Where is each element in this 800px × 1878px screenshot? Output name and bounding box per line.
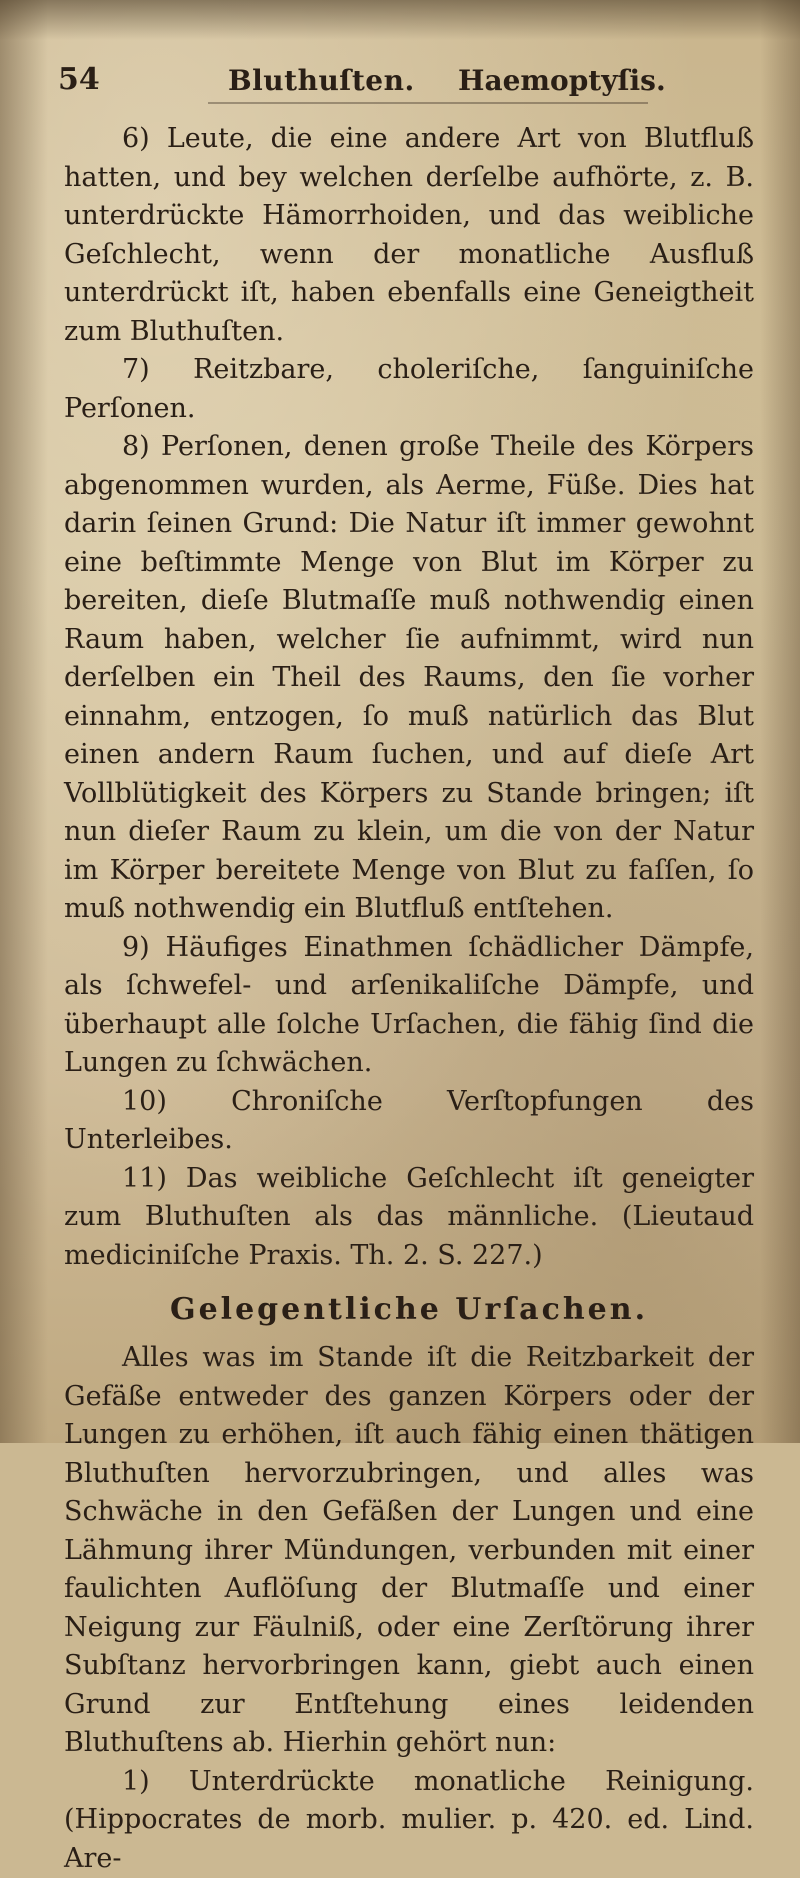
- page-shadow-top: [0, 0, 800, 40]
- paragraph-6: 6) Leute, die eine andere Art von Blutfluß hatten, und bey welchen derſelbe aufhörte, z. B. unterdrückte Hämorrhoiden, und das weibliche Geſchlecht, wenn der monatliche Ausfluß unterdrückt iſt, haben ebenfalls eine Geneigtheit zum Bluthuſten.: [64, 120, 754, 351]
- header-rule: [208, 102, 648, 104]
- running-head: Bluthuſten.: [228, 64, 415, 97]
- paragraph-11: 11) Das weibliche Geſchlecht iſt geneigter zum Bluthuſten als das männliche. (Lieutaud mediciniſche Praxis. Th. 2. S. 227.): [64, 1160, 754, 1276]
- section-heading: Gelegentliche Urſachen.: [64, 1287, 754, 1333]
- page-header: [58, 62, 758, 102]
- section-paragraph-1: 1) Unterdrückte monatliche Reinigung. (Hippocrates de morb. mulier. p. 420. ed. Lind. Are-: [64, 1763, 754, 1878]
- paragraph-7: 7) Reitzbare, choleriſche, ſanguiniſche Perſonen.: [64, 351, 754, 428]
- running-head-latin: Haemoptyſis.: [458, 64, 666, 97]
- section-paragraph: Alles was im Stande iſt die Reitzbarkeit der Gefäße entweder des ganzen Körpers oder der Lungen zu erhöhen, iſt auch fähig einen thätigen Bluthuſten hervorzubringen, und alles was Schwäche in den Gefäßen der Lungen und eine Lähmung ihrer Mündungen, verbunden mit einer faulichten Auflöſung der Blutmaſſe und einer Neigung zur Fäulniß, oder eine Zerſtörung ihrer Subſtanz hervorbringen kann, giebt auch einen Grund zur Entſtehung eines leidenden Bluthuſtens ab. Hierhin gehört nun:: [64, 1339, 754, 1763]
- page-shadow-right: [760, 0, 800, 1443]
- page-shadow-left: [0, 0, 48, 1443]
- body-text: [64, 120, 754, 1878]
- paragraph-9: 9) Häufiges Einathmen ſchädlicher Dämpfe, als ſchwefel- und arſenikaliſche Dämpfe, und überhaupt alle ſolche Urſachen, die fähig ſind die Lungen zu ſchwächen.: [64, 929, 754, 1083]
- paragraph-10: 10) Chroniſche Verſtopfungen des Unterleibes.: [64, 1083, 754, 1160]
- paragraph-8: 8) Perſonen, denen große Theile des Körpers abgenommen wurden, als Aerme, Füße. Dies hat darin ſeinen Grund: Die Natur iſt immer gewohnt eine beſtimmte Menge von Blut im Körper zu bereiten, dieſe Blutmaſſe muß nothwendig einen Raum haben, welcher ſie aufnimmt, wird nun derſelben ein Theil des Raums, den ſie vorher einnahm, entzogen, ſo muß natürlich das Blut einen andern Raum ſuchen, und auf dieſe Art Vollblütigkeit des Körpers zu Stande bringen; iſt nun dieſer Raum zu klein, um die von der Natur im Körper bereitete Menge von Blut zu faſſen, ſo muß nothwendig ein Blutfluß entſtehen.: [64, 428, 754, 929]
- page-number: 54: [58, 62, 100, 97]
